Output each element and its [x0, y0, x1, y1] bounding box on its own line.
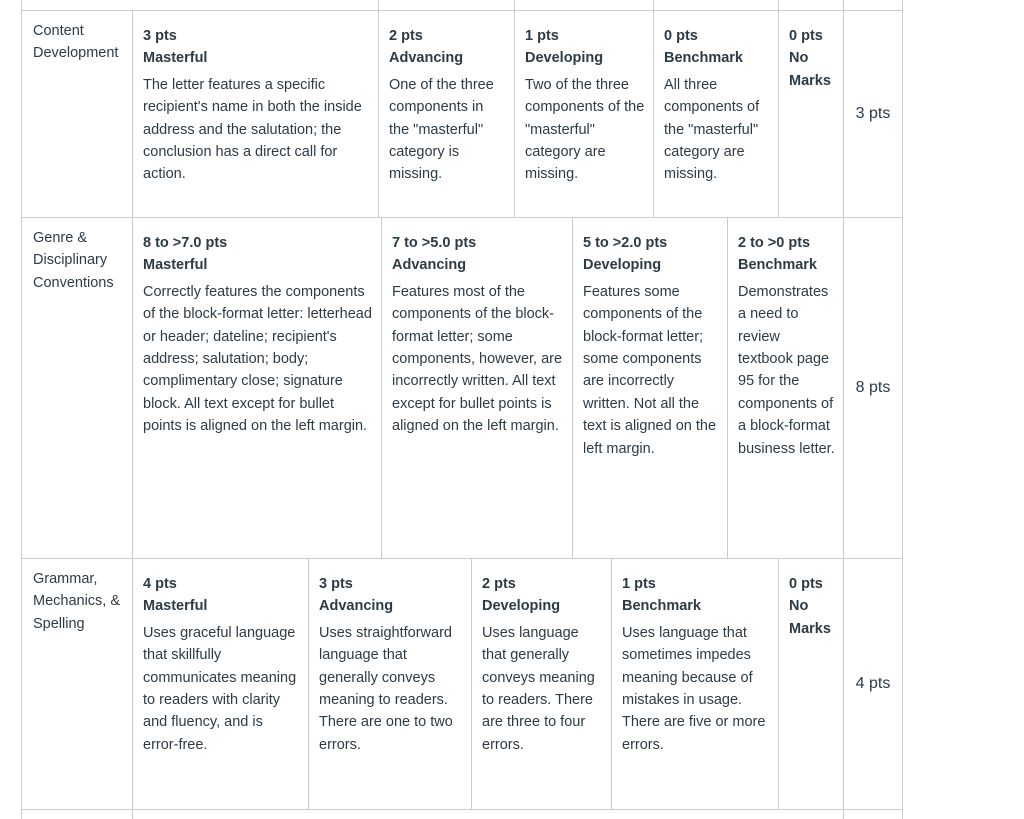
rating-title: Masterful: [143, 598, 208, 615]
criterion-score: 8 pts: [855, 379, 891, 396]
rating-description: Uses straightforward language that generally conveys meaning to readers. There are one to two errors.: [319, 624, 453, 753]
rating-cell[interactable]: [789, 25, 839, 92]
column-divider: [727, 217, 728, 558]
rating-points: 0 pts: [664, 28, 698, 44]
rating-cell[interactable]: [482, 573, 604, 756]
rating-title: Advancing: [389, 50, 464, 67]
column-divider: [572, 217, 573, 558]
criterion-label: Genre & Disciplinary Conventions: [33, 230, 114, 291]
rating-description: Two of the three components of the "masterful" category are missing.: [525, 76, 645, 183]
rating-description: One of the three components in the "masterful" category is missing.: [389, 76, 494, 183]
rating-points: 1 pts: [622, 576, 656, 592]
criterion-score: 4 pts: [855, 675, 891, 692]
rating-title: Developing: [525, 50, 604, 67]
rating-title: Developing: [583, 257, 662, 274]
row-divider: [21, 217, 903, 218]
rating-cell[interactable]: [622, 573, 770, 756]
rating-cell[interactable]: [583, 232, 719, 460]
rating-title: Masterful: [143, 257, 208, 274]
rating-title: Benchmark: [738, 257, 817, 274]
criterion-label: Grammar, Mechanics, & Spelling: [33, 571, 121, 632]
rating-title: Developing: [482, 598, 561, 615]
rating-points: 8 to >7.0 pts: [143, 235, 228, 251]
rating-title: No Marks: [789, 50, 831, 89]
rating-points: 3 pts: [143, 28, 177, 44]
table-border-left: [21, 0, 22, 819]
row-divider: [21, 558, 903, 559]
column-divider: [514, 10, 515, 217]
column-divider: [381, 217, 382, 558]
rating-title: Advancing: [319, 598, 394, 615]
rating-description: Correctly features the components of the block-format letter: letterhead or header; dateline; recipient's address; salutation; body; complimentary close; signature block. All text except for bullet points is aligned on the left margin.: [143, 283, 372, 435]
rating-description: Uses language that sometimes impedes meaning because of mistakes in usage. There are five or more errors.: [622, 624, 766, 753]
rating-description: All three components of the "masterful" category are missing.: [664, 76, 760, 183]
row-divider: [21, 10, 903, 11]
rating-title: Benchmark: [622, 598, 701, 615]
rating-description: Features some components of the block-format letter; some components are incorrectly written. Not all the text is aligned on the left margin.: [583, 283, 717, 457]
column-divider: [378, 10, 379, 217]
rating-cell[interactable]: [143, 573, 301, 756]
rating-title: No Marks: [789, 598, 831, 637]
rating-title: Masterful: [143, 50, 208, 67]
column-divider: [471, 558, 472, 809]
column-divider: [514, 0, 515, 10]
rubric-table: [21, 0, 903, 819]
rating-points: 0 pts: [789, 576, 823, 592]
rating-description: The letter features a specific recipient's name in both the inside address and the salutation; the conclusion has a direct call for action.: [143, 76, 362, 183]
column-divider: [778, 558, 779, 809]
rating-points: 2 pts: [482, 576, 516, 592]
criterion-label: Content Development: [33, 23, 119, 62]
rating-points: 7 to >5.0 pts: [392, 235, 477, 251]
rating-description: Uses language that generally conveys meaning to readers. There are three to four errors.: [482, 624, 595, 753]
rating-title: Advancing: [392, 257, 467, 274]
column-divider: [653, 10, 654, 217]
column-divider: [778, 0, 779, 10]
rating-points: 2 to >0 pts: [738, 235, 811, 251]
rating-cell[interactable]: [319, 573, 464, 756]
rating-cell[interactable]: [143, 232, 373, 438]
rating-cell[interactable]: [664, 25, 772, 186]
column-divider: [611, 558, 612, 809]
criterion-score: 3 pts: [855, 105, 891, 122]
rating-cell[interactable]: [789, 573, 839, 640]
rating-points: 3 pts: [319, 576, 353, 592]
rating-points: 5 to >2.0 pts: [583, 235, 668, 251]
criteria-column-divider: [132, 10, 133, 819]
rating-points: 4 pts: [143, 576, 177, 592]
rating-cell[interactable]: [738, 232, 836, 460]
row-divider: [21, 809, 903, 810]
rating-points: 0 pts: [789, 28, 823, 44]
column-divider: [308, 558, 309, 809]
rating-points: 2 pts: [389, 28, 423, 44]
rating-cell[interactable]: [525, 25, 645, 186]
column-divider: [653, 0, 654, 10]
rating-cell[interactable]: [389, 25, 507, 186]
rating-description: Demonstrates a need to review textbook page 95 for the components of a block-format business letter.: [738, 283, 835, 457]
rating-cell[interactable]: [143, 25, 371, 186]
rating-description: Uses graceful language that skillfully communicates meaning to readers with clarity and fluency, and is error-free.: [143, 624, 297, 753]
rating-cell[interactable]: [392, 232, 564, 438]
column-divider: [778, 10, 779, 217]
rating-description: Features most of the components of the block-format letter; some components, however, are incorrectly written. All text except for bullet points is aligned on the left margin.: [392, 283, 563, 435]
rating-points: 1 pts: [525, 28, 559, 44]
column-divider: [378, 0, 379, 10]
rating-title: Benchmark: [664, 50, 743, 67]
